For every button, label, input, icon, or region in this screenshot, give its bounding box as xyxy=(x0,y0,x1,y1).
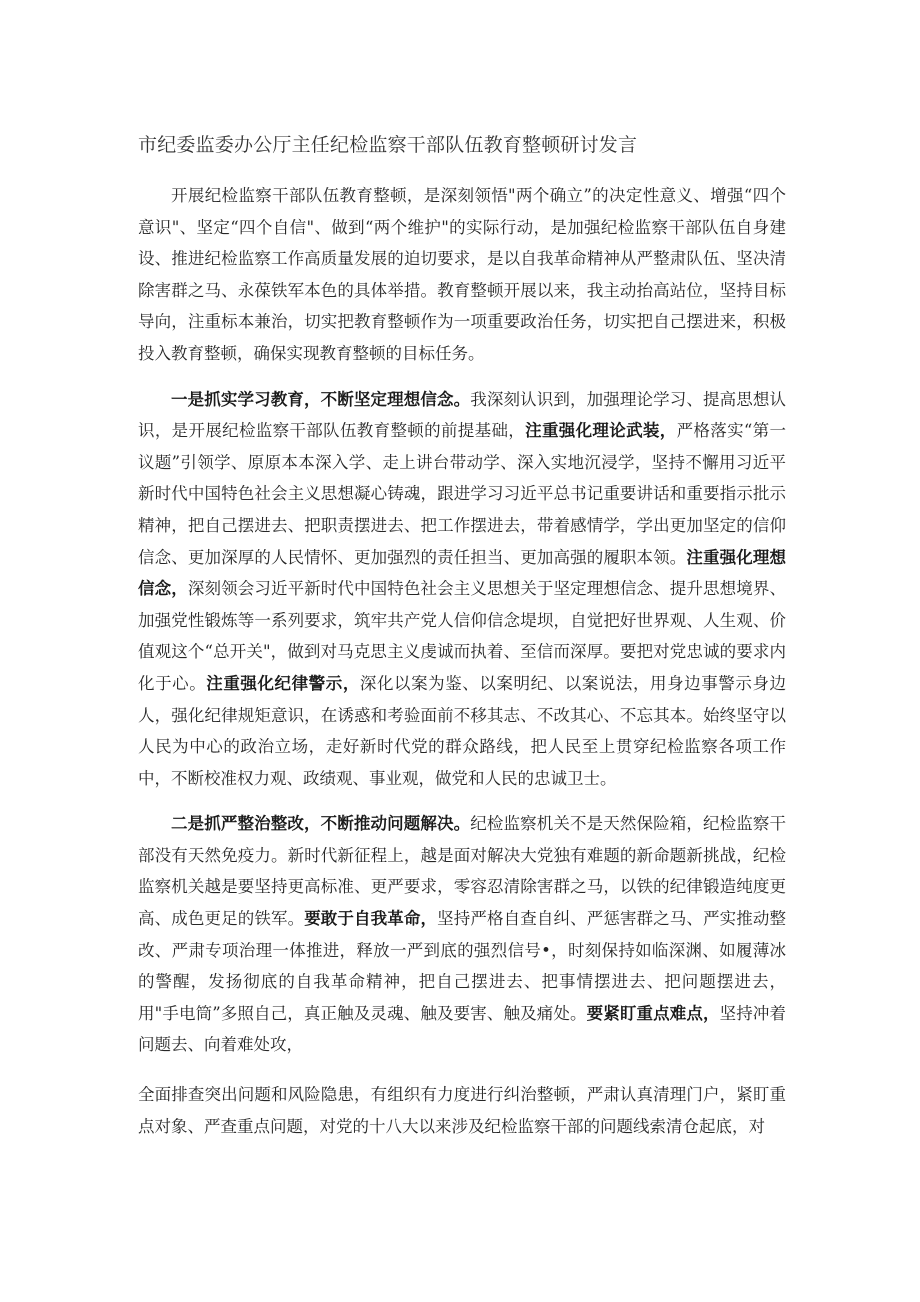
section-1-text-3: 深刻领会习近平新时代中国特色社会主义思想关于坚定理想信念、提升思想境界、加强党性锻炼等一系列要求，筑牢共产党人信仰信念堤坝，自觉把好世界观、人生观、价值观这个“总开关"，做到对马克思主义虔诚而执着、至信而深厚。要把对党忠诚的要求内化于心。 xyxy=(138,579,787,693)
section-2-text-1: 纪检监察机关不是天然保险箱，纪检监察干部没有天然免疫力。新时代新征程上，越是面对解决大党独有难题的新命题新挑战，纪检监察机关越是要坚持更高标准、更严要求，零容忍清除害群之马，以铁的纪律锻造纯度更高、成色更足的铁军。 xyxy=(138,814,786,929)
section-2-emphasis-2: 要紧盯重点难点， xyxy=(586,1003,720,1023)
intro-paragraph: 开展纪检监察干部队伍教育整顿，是深刻领悟"两个确立”的决定性意义、增强“四个意识"、坚定“四个自信"、做到“两个维护"的实际行动，是加强纪检监察干部队伍自身建设、推进纪检监察工作高质量发展的迫切要求，是以自我革命精神从严整肃队伍、坚决清除害群之马、永葆铁军本色的具体举措。教育整顿开展以来，我主动抬高站位，坚持目标导向，注重标本兼治，切实把教育整顿作为一项重要政治任务，切实把自己摆进来，积极投入教育整顿，确保实现教育整顿的目标任务。 xyxy=(138,186,786,363)
section-1-emphasis-3: 注重强化纪律警示， xyxy=(206,673,360,693)
section-1-emphasis-2: 注重强化理想信念， xyxy=(138,547,787,599)
section-2-emphasis-1: 要敢于自我革命， xyxy=(304,909,438,929)
section-2-paragraph xyxy=(138,808,786,1061)
section-1-lead: 一是抓实学习教育，不断坚定理想信念。 xyxy=(171,389,471,409)
section-2-text-2: 坚持严格自查自纠、严惩害群之马、严实推动整改、严肃专项治理一体推进，释放一严到底的强烈信号•，时刻保持如临深渊、如履薄冰的警醒，发扬彻底的自我革命精神，把自己摆进去、把事情摆进去、把问题摆进去，用"手电筒”多照自己，真正触及灵魂、触及要害、触及痛处。 xyxy=(138,909,787,1023)
section-1-paragraph xyxy=(138,384,786,795)
continuation-paragraph: 全面排查突出问题和风险隐患，有组织有力度进行纠治整顿，严肃认真清理门户，紧盯重点对象、严查重点问题，对党的十八大以来涉及纪检监察干部的问题线索清仓起底，对 xyxy=(138,1085,786,1136)
section-1-text-2: 严格落实“第一议题”引领学、原原本本深入学、走上讲台带动学、深入实地沉浸学，坚持不懈用习近平新时代中国特色社会主义思想凝心铸魂，跟进学习习近平总书记重要讲话和重要指示批示精神，把自己摆进去、把职责摆进去、把工作摆进去，带着感情学，学出更加坚定的信仰信念、更加深厚的人民情怀、更加强烈的责任担当、更加高强的履职本领。 xyxy=(138,421,787,567)
section-1-emphasis-1: 注重强化理论武装， xyxy=(525,421,677,441)
section-1-text-4: 深化以案为鉴、以案明纪、以案说法，用身边事警示身边人，强化纪律规矩意识，在诱惑和考验面前不移其志、不改其心、不忘其本。始终坚守以人民为中心的政治立场，走好新时代党的群众路线，把人民至上贯穿纪检监察各项工作中，不断校准权力观、政绩观、事业观，做党和人民的忠诚卫士。 xyxy=(138,673,787,788)
section-2-text-3: 坚持冲着问题去、向着难处攻， xyxy=(138,1003,787,1055)
document-title: 市纪委监委办公厅主任纪检监察干部队伍教育整顿研讨发言 xyxy=(138,134,638,156)
document-body xyxy=(138,180,786,1156)
section-1-text-1: 我深刻认识到，加强理论学习、提高思想认识，是开展纪检监察干部队伍教育整顿的前提基础， xyxy=(138,389,786,441)
section-2-lead: 二是抓严整治整改，不断推动问题解决。 xyxy=(171,814,471,834)
